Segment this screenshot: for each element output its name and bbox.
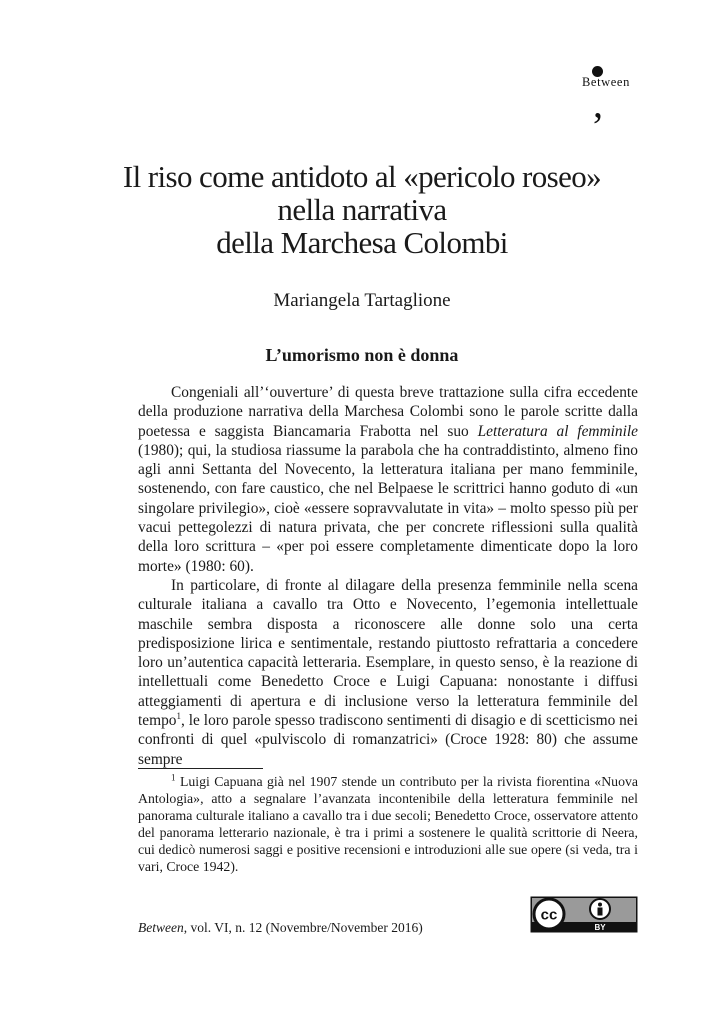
article-body (138, 383, 638, 769)
attribution-head (598, 903, 602, 907)
footnote-reference[interactable]: 1 (176, 710, 181, 721)
journal-volume: , vol. VI, n. 12 (Novembre/November 2016) (183, 920, 423, 935)
paragraph-2 (138, 576, 638, 769)
paragraph-1 (138, 383, 638, 576)
title-line-1: Il riso come antidoto al «pericolo roseo» (122, 159, 602, 194)
paragraph-2-text-b: , le loro parole spesso tradiscono sentimenti di disagio e di scetticismo nei confronti di quel «pulviscolo di romanzatrici» (Croce 1928: 80) che assume sempre (138, 712, 638, 768)
paragraph-1-text-b: (1980); qui, la studiosa riassume la parabola che ha contraddistinto, almeno fino agli anni Settanta del Novecento, la letteratura italiana per mano femminile, sostenendo, con fare caustico, che nel Belpaese le scrittrici hanno goduto di «un singolare privilegio», cioè «essere sopravvalutate in vita» – molto spesso più per vacui pettegolezzi di natura privata, che per concrete riflessioni sulla qualità della loro scrittura – «per poi essere completamente dimenticate dopo la loro morte» (1980: 60). (138, 441, 638, 575)
journal-name: Between (138, 920, 184, 935)
cc-mark: cc (540, 906, 558, 924)
footnote-text: Luigi Capuana già nel 1907 stende un contributo per la rivista fiorentina «Nuova Antologia», atto a segnalare l’avanzata incontenibile della letteratura femminile nel panorama culturale italiano a cavallo tra i due secoli; Benedetto Croce, osservatore attento del panorama letterario nazionale, è tra i primi a sostenere le qualità scrittorie di Neera, cui dedicò numerosi saggi e positive recensioni e introduzioni alle sue opere (si veda, tra i vari, Croce 1942). (138, 774, 638, 874)
title-line-2: nella narrativa (277, 192, 447, 227)
paragraph-1-text-a: Congeniali all’‘ouverture’ di questa breve trattazione sulla cifra eccedente della produzione narrativa della Marchesa Colombi sono le parole scritte dalla poetessa e saggista Biancamaria Frabotta nel suo (138, 384, 638, 440)
journal-logo (578, 62, 642, 126)
paragraph-2-text-a: In particolare, di fronte al dilagare della presenza femminile nella scena culturale italiana a cavallo tra Otto e Novecento, l’egemonia intellettuale maschile sembra disposta a riconoscere alle donne solo una certa predisposizione lirica e sentimentale, restando piuttosto refrattaria a concedere loro un’autentica capacità letteraria. Esemplare, in questo senso, è la reazione di intellettuali come Benedetto Croce e Luigi Capuana: nonostante i diffusi atteggiamenti di apertura e di inclusione verso la letteratura femminile del tempo (138, 576, 638, 730)
title-line-3: della Marchesa Colombi (216, 225, 508, 260)
footnote-separator (138, 768, 263, 769)
footnote-1 (138, 773, 638, 875)
logo-wordmark: Between (582, 75, 630, 89)
author-name: Mariangela Tartaglione (273, 290, 451, 311)
footnote-marker: 1 (171, 772, 176, 783)
cc-by-icon (530, 896, 638, 933)
journal-citation (138, 920, 423, 936)
section-heading: L’umorismo non è donna (265, 345, 459, 365)
cc-by-license-badge[interactable] (530, 896, 638, 933)
by-label: BY (594, 923, 606, 932)
attribution-body (598, 908, 603, 916)
book-title: Letteratura al femminile (477, 422, 638, 440)
article-title (60, 160, 664, 259)
logo-comma: , (593, 81, 603, 126)
